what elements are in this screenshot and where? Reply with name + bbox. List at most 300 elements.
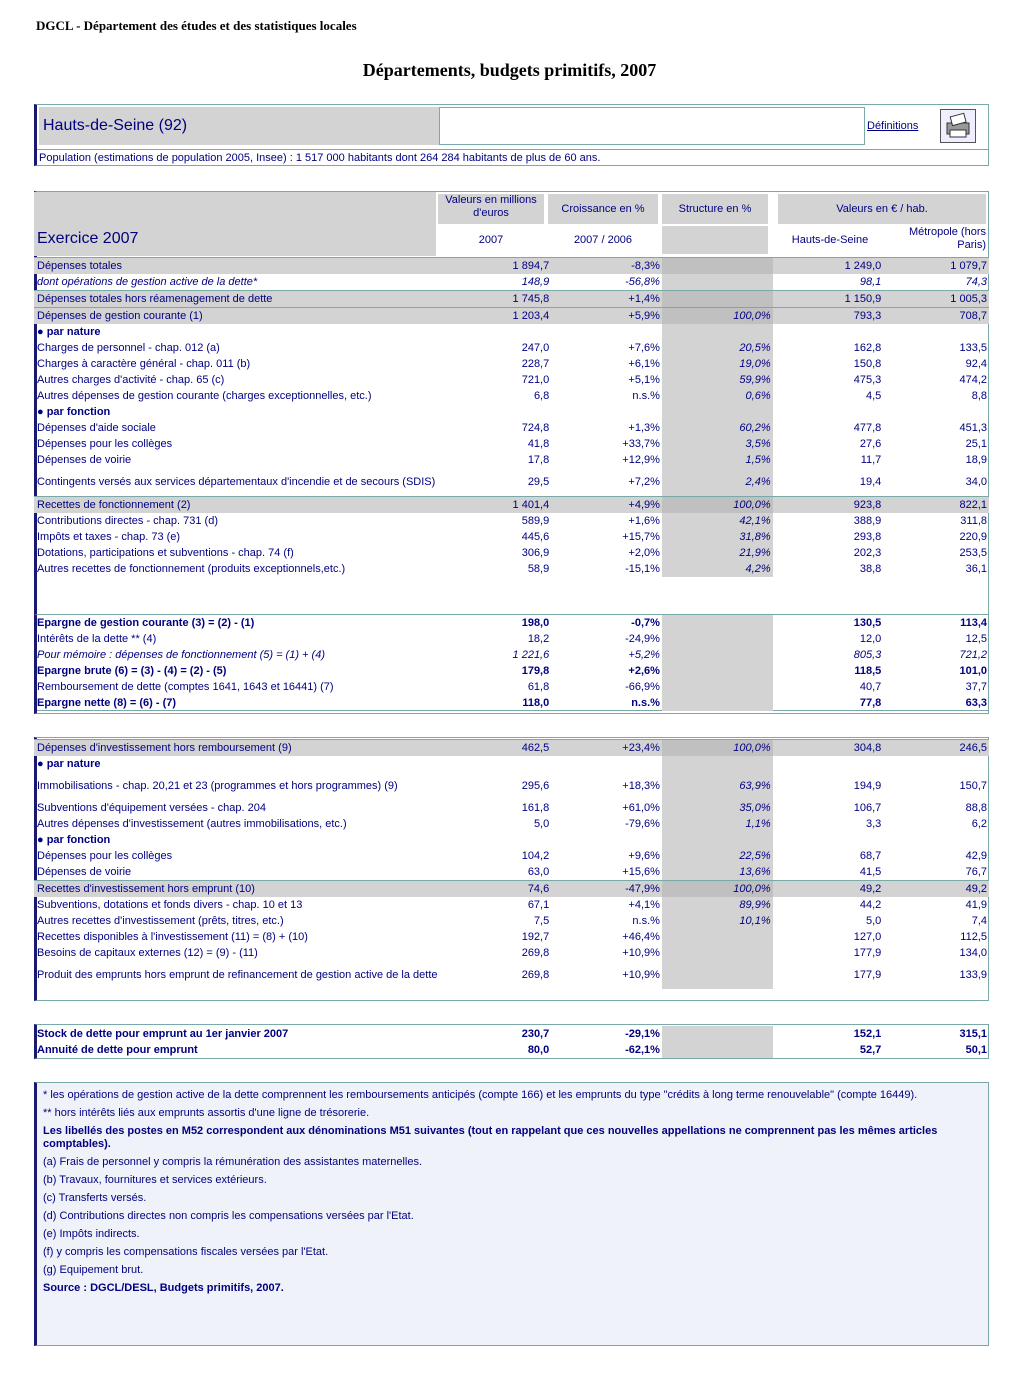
per-hab-dept: 152,1: [853, 1027, 882, 1040]
per-hab-dept: 130,5: [853, 616, 882, 629]
value-2007: 161,8: [521, 801, 550, 814]
per-hab-metro: 49,2: [883, 881, 989, 898]
row-label: Dépenses pour les collèges: [37, 849, 173, 862]
footnote: (f) y compris les compensations fiscales versées par l'Etat.: [43, 1246, 329, 1258]
row-label: Dépenses d'aide sociale: [37, 421, 156, 434]
col-metro: Métropole (hors Paris): [908, 226, 986, 251]
row-label: Autres charges d'activité - chap. 65 (c): [37, 373, 225, 386]
growth: n.s.%: [632, 914, 660, 927]
per-hab-dept: 49,2: [773, 881, 884, 898]
per-hab-metro: 42,9: [965, 849, 987, 862]
per-hab-dept: 77,8: [859, 696, 882, 709]
table-row: [34, 258, 989, 275]
per-hab-dept: [773, 324, 884, 340]
growth: +7,2%: [628, 475, 660, 488]
per-hab-dept: 41,5: [859, 865, 882, 878]
per-hab-metro: 101,0: [959, 664, 987, 677]
per-hab-metro: 6,2: [971, 817, 987, 830]
growth: [551, 324, 662, 340]
value-2007: 41,8: [527, 437, 550, 450]
per-hab-metro: 88,8: [965, 801, 987, 814]
col-growth-period: 2007 / 2006: [573, 234, 633, 246]
structure: 63,9%: [662, 772, 773, 800]
row-label: Epargne brute (6) = (3) - (4) = (2) - (5): [37, 664, 227, 677]
footnote: (g) Equipement brut.: [43, 1264, 144, 1276]
per-hab-dept: 12,0: [859, 632, 882, 645]
per-hab-dept: 19,4: [859, 475, 882, 488]
structure: 0,6%: [662, 388, 773, 404]
table-row: [34, 740, 989, 757]
table-row: [34, 324, 989, 340]
per-hab-dept: 202,3: [853, 546, 882, 559]
table-row: [34, 756, 989, 772]
row-label: Subventions, dotations et fonds divers - chap. 10 et 13: [37, 898, 303, 911]
per-hab-dept: 27,6: [859, 437, 882, 450]
value-2007: 721,0: [521, 373, 550, 386]
structure: 19,0%: [662, 356, 773, 372]
per-hab-metro: 41,9: [965, 898, 987, 911]
table-row: [34, 436, 989, 452]
value-2007: 462,5: [441, 740, 552, 757]
value-2007: 1 894,7: [441, 258, 552, 275]
growth: +15,6%: [622, 865, 660, 878]
structure: 100,0%: [662, 881, 773, 898]
row-label: Recettes d'investissement hors emprunt (10): [34, 881, 441, 898]
table-row: [34, 647, 989, 663]
value-2007: 228,7: [521, 357, 550, 370]
row-label: Epargne de gestion courante (3) = (2) - (1): [37, 616, 255, 629]
per-hab-dept: 106,7: [853, 801, 882, 814]
growth: +12,9%: [622, 453, 660, 466]
per-hab-metro: [883, 324, 989, 340]
structure: [662, 961, 773, 989]
row-label: Immobilisations - chap. 20,21 et 23 (programmes et hors programmes) (9): [37, 779, 398, 792]
structure: 100,0%: [662, 308, 773, 325]
structure: 100,0%: [662, 740, 773, 757]
structure: [662, 404, 773, 420]
row-label: Dépenses de gestion courante (1): [34, 308, 441, 325]
row-label: Contributions directes - chap. 731 (d): [37, 514, 218, 527]
value-2007: 29,5: [527, 475, 550, 488]
growth: -66,9%: [625, 680, 660, 693]
row-label: Dotations, participations et subventions - chap. 74 (f): [37, 546, 294, 559]
table-row: [34, 529, 989, 545]
per-hab-dept: 150,8: [853, 357, 882, 370]
table-row: [34, 468, 989, 497]
row-label: Subventions d'équipement versées - chap. 204: [37, 801, 266, 814]
row-label: ● par nature: [37, 325, 101, 338]
table-row: [34, 663, 989, 679]
growth: +1,6%: [628, 514, 660, 527]
structure: 42,1%: [662, 513, 773, 529]
table-row: [34, 1026, 989, 1042]
department-header: [34, 104, 989, 166]
page-title: Départements, budgets primitifs, 2007: [362, 60, 657, 80]
row-label: Intérêts de la dette ** (4): [37, 632, 157, 645]
per-hab-dept: 52,7: [859, 1043, 882, 1056]
growth: -79,6%: [625, 817, 660, 830]
growth: -24,9%: [625, 632, 660, 645]
structure: [662, 945, 773, 961]
table-row: [34, 545, 989, 561]
growth: n.s.%: [632, 389, 660, 402]
growth: +61,0%: [622, 801, 660, 814]
row-label: Contingents versés aux services départementaux d'incendie et de secours (SDIS): [37, 475, 436, 488]
row-label: Charges à caractère général - chap. 011 (b): [37, 357, 251, 370]
value-2007: 230,7: [521, 1027, 550, 1040]
row-label: Dépenses de voirie: [37, 865, 132, 878]
row-label: Dépenses totales hors réamenagement de dette: [34, 291, 441, 308]
per-hab-metro: 246,5: [883, 740, 989, 757]
growth: -62,1%: [625, 1043, 660, 1056]
per-hab-dept: 1 249,0: [773, 258, 884, 275]
table-row: [34, 340, 989, 356]
value-2007: 179,8: [521, 664, 550, 677]
table-debt: [34, 1026, 989, 1058]
per-hab-dept: 177,9: [853, 946, 882, 959]
table-operating: [34, 257, 989, 577]
structure: 4,2%: [662, 561, 773, 577]
per-hab-metro: 150,7: [959, 779, 987, 792]
per-hab-metro: 76,7: [965, 865, 987, 878]
growth: +5,9%: [551, 308, 662, 325]
table-row: [34, 513, 989, 529]
structure: 35,0%: [662, 800, 773, 816]
growth: +1,3%: [628, 421, 660, 434]
per-hab-dept: 4,5: [866, 389, 882, 402]
per-hab-metro: 18,9: [965, 453, 987, 466]
value-2007: 61,8: [527, 680, 550, 693]
table-row: [34, 816, 989, 832]
per-hab-dept: 805,3: [853, 648, 882, 661]
footnotes: [34, 1082, 989, 1346]
table-savings: [34, 615, 989, 711]
growth: +9,6%: [628, 849, 660, 862]
table-row: [34, 881, 989, 898]
col-croissance: Croissance en %: [548, 194, 658, 224]
row-label: Autres dépenses d'investissement (autres immobilisations, etc.): [37, 817, 347, 830]
value-2007: 74,6: [441, 881, 552, 898]
structure: 22,5%: [662, 848, 773, 864]
printer-icon[interactable]: [940, 109, 976, 143]
row-label: Recettes disponibles à l'investissement (11) = (8) + (10): [37, 930, 308, 943]
growth: +6,1%: [628, 357, 660, 370]
per-hab-dept: 293,8: [853, 530, 882, 543]
table-row: [34, 832, 989, 848]
growth: -15,1%: [625, 562, 660, 575]
table-row: [34, 388, 989, 404]
per-hab-metro: 7,4: [971, 914, 987, 927]
structure: 59,9%: [662, 372, 773, 388]
growth: +15,7%: [622, 530, 660, 543]
footnote: * les opérations de gestion active de la dette comprennent les remboursements anticipés (compte 166) et les emprunts du type "crédits à long terme renouvelable" (compte 16449).: [43, 1089, 918, 1101]
column-header: [34, 192, 989, 256]
row-label: Impôts et taxes - chap. 73 (e): [37, 530, 181, 543]
per-hab-dept: 44,2: [859, 898, 882, 911]
table-row: [34, 913, 989, 929]
per-hab-metro: 134,0: [959, 946, 987, 959]
row-label: Epargne nette (8) = (6) - (7): [37, 696, 177, 709]
structure: 1,5%: [662, 452, 773, 468]
structure: 10,1%: [662, 913, 773, 929]
per-hab-dept: 11,7: [860, 453, 882, 466]
structure-empty: [662, 1026, 773, 1042]
per-hab-metro: 12,5: [965, 632, 987, 645]
structure: 2,4%: [662, 468, 773, 497]
table-row: [34, 631, 989, 647]
growth: [551, 756, 662, 772]
growth: +4,9%: [551, 497, 662, 514]
per-hab-metro: 37,7: [965, 680, 987, 693]
structure-empty: [662, 1042, 773, 1058]
value-2007: 5,0: [533, 817, 550, 830]
value-2007: 1 745,8: [441, 291, 552, 308]
row-label: Remboursement de dette (comptes 1641, 1643 et 16441) (7): [37, 680, 334, 693]
table-row: [34, 308, 989, 325]
population-info: Population (estimations de population 2005, Insee) : 1 517 000 habitants dont 264 284 habitants de plus de 60 ans.: [37, 149, 989, 166]
structure-empty: [662, 663, 773, 679]
per-hab-metro: 311,8: [960, 514, 987, 527]
row-label: Stock de dette pour emprunt au 1er janvier 2007: [37, 1027, 289, 1040]
footnote: (d) Contributions directes non compris les compensations versées par l'Etat.: [43, 1210, 414, 1222]
per-hab-dept: 1 150,9: [773, 291, 884, 308]
per-hab-metro: 220,9: [959, 530, 987, 543]
per-hab-dept: 475,3: [853, 373, 882, 386]
growth: +7,6%: [628, 341, 660, 354]
value-2007: 1 221,6: [512, 648, 550, 661]
per-hab-metro: 34,0: [965, 475, 987, 488]
table-row: [34, 772, 989, 800]
row-label: Pour mémoire : dépenses de fonctionnement (5) = (1) + (4): [37, 648, 325, 661]
value-2007: [441, 832, 552, 848]
table-row: [34, 452, 989, 468]
structure-empty: [662, 647, 773, 663]
row-label: Autres recettes d'investissement (prêts, titres, etc.): [37, 914, 284, 927]
per-hab-dept: 304,8: [773, 740, 884, 757]
per-hab-metro: 36,1: [965, 562, 987, 575]
row-label: ● par nature: [37, 757, 101, 770]
per-hab-dept: 127,0: [853, 930, 882, 943]
per-hab-metro: 133,9: [959, 968, 987, 981]
per-hab-metro: 25,1: [965, 437, 987, 450]
per-hab-dept: [773, 404, 884, 420]
table-row: [34, 800, 989, 816]
structure-empty: [662, 615, 773, 631]
growth: +5,1%: [628, 373, 660, 386]
col-per-hab: Valeurs en € / hab.: [778, 194, 986, 224]
value-2007: [441, 404, 552, 420]
footnote: Source : DGCL/DESL, Budgets primitifs, 2007.: [43, 1282, 284, 1294]
table-row: [34, 961, 989, 989]
table-row: [34, 561, 989, 577]
growth: n.s.%: [631, 696, 660, 709]
per-hab-dept: 118,5: [854, 664, 882, 677]
row-label: dont opérations de gestion active de la dette*: [37, 275, 258, 288]
col-dept: Hauts-de-Seine: [791, 234, 869, 246]
per-hab-metro: [883, 832, 989, 848]
value-2007: 1 401,4: [441, 497, 552, 514]
structure-empty: [662, 631, 773, 647]
structure: [662, 291, 773, 308]
table-row: [34, 404, 989, 420]
value-2007: 198,0: [521, 616, 550, 629]
structure: 31,8%: [662, 529, 773, 545]
col-structure: Structure en %: [662, 194, 768, 224]
growth: +10,9%: [622, 968, 660, 981]
value-2007: 67,1: [527, 898, 550, 911]
department-name: Hauts-de-Seine (92): [39, 107, 439, 145]
growth: +18,3%: [622, 779, 660, 792]
growth: +46,4%: [622, 930, 660, 943]
growth: -56,8%: [625, 275, 660, 288]
structure: 20,5%: [662, 340, 773, 356]
per-hab-dept: 5,0: [866, 914, 882, 927]
per-hab-dept: 923,8: [773, 497, 884, 514]
per-hab-metro: 8,8: [971, 389, 987, 402]
per-hab-dept: 793,3: [773, 308, 884, 325]
structure: [662, 756, 773, 772]
per-hab-metro: 1 079,7: [883, 258, 989, 275]
row-label: Autres recettes de fonctionnement (produits exceptionnels,etc.): [37, 562, 346, 575]
value-2007: [441, 756, 552, 772]
table-row: [34, 356, 989, 372]
per-hab-metro: 721,2: [959, 648, 987, 661]
growth: +5,2%: [628, 648, 660, 661]
value-2007: 18,2: [527, 632, 550, 645]
per-hab-metro: 92,4: [965, 357, 987, 370]
per-hab-dept: [773, 832, 884, 848]
structure: [662, 929, 773, 945]
per-hab-metro: 451,3: [959, 421, 987, 434]
row-label: Produit des emprunts hors emprunt de refinancement de gestion active de la dette: [37, 968, 438, 981]
value-2007: [441, 324, 552, 340]
table-row: [34, 929, 989, 945]
col-valeurs: Valeurs en millions d'euros: [438, 194, 544, 224]
value-2007: 148,9: [521, 275, 550, 288]
table-row: [34, 695, 989, 711]
value-2007: 724,8: [521, 421, 550, 434]
col-year: 2007: [478, 234, 504, 246]
per-hab-metro: [883, 404, 989, 420]
table-row: [34, 291, 989, 308]
definitions-link[interactable]: Définitions: [867, 120, 919, 132]
structure: [662, 258, 773, 275]
per-hab-dept: 38,8: [859, 562, 882, 575]
structure: 13,6%: [662, 864, 773, 881]
per-hab-dept: 477,8: [853, 421, 882, 434]
footnote: (b) Travaux, fournitures et services extérieurs.: [43, 1174, 267, 1186]
value-2007: 247,0: [521, 341, 550, 354]
per-hab-dept: 177,9: [853, 968, 882, 981]
per-hab-metro: 63,3: [965, 696, 987, 709]
growth: [551, 832, 662, 848]
structure: [662, 274, 773, 291]
structure: [662, 324, 773, 340]
per-hab-metro: 315,1: [959, 1027, 987, 1040]
table-row: [34, 274, 989, 291]
per-hab-dept: 40,7: [859, 680, 882, 693]
table-row: [34, 679, 989, 695]
value-2007: 7,5: [533, 914, 550, 927]
value-2007: 269,8: [521, 968, 550, 981]
per-hab-metro: 253,5: [959, 546, 987, 559]
table-row: [34, 945, 989, 961]
footnote: Les libellés des postes en M52 correspondent aux dénominations M51 suivantes (tout en rappelant que ces nouvelles appellations ne comprennent pas les mêmes articles comptables).: [43, 1125, 938, 1150]
per-hab-metro: 133,5: [959, 341, 987, 354]
row-label: Recettes de fonctionnement (2): [34, 497, 441, 514]
per-hab-metro: [883, 756, 989, 772]
row-label: Dépenses d'investissement hors remboursement (9): [34, 740, 441, 757]
header-blank-cell: [439, 107, 865, 145]
value-2007: 192,7: [521, 930, 550, 943]
value-2007: 6,8: [533, 389, 550, 402]
row-label: Autres dépenses de gestion courante (charges exceptionnelles, etc.): [37, 389, 372, 402]
per-hab-metro: 50,1: [965, 1043, 987, 1056]
structure: [662, 832, 773, 848]
per-hab-dept: 3,3: [866, 817, 882, 830]
per-hab-metro: 474,2: [959, 373, 987, 386]
structure: 1,1%: [662, 816, 773, 832]
growth: -8,3%: [551, 258, 662, 275]
per-hab-metro: 822,1: [883, 497, 989, 514]
per-hab-metro: 113,4: [960, 616, 987, 629]
table-row: [34, 1042, 989, 1058]
value-2007: 589,9: [521, 514, 550, 527]
growth: -0,7%: [631, 616, 660, 629]
growth: +4,1%: [628, 898, 660, 911]
table-row: [34, 420, 989, 436]
value-2007: 80,0: [527, 1043, 550, 1056]
row-label: Dépenses totales: [34, 258, 441, 275]
exercise-label: Exercice 2007: [37, 230, 139, 247]
growth: -29,1%: [625, 1027, 660, 1040]
row-label: Dépenses pour les collèges: [37, 437, 173, 450]
value-2007: 17,8: [527, 453, 550, 466]
footnote: ** hors intérêts liés aux emprunts assortis d'une ligne de trésorerie.: [43, 1107, 370, 1119]
row-label: Dépenses de voirie: [37, 453, 132, 466]
per-hab-dept: 194,9: [853, 779, 882, 792]
per-hab-dept: 388,9: [853, 514, 882, 527]
value-2007: 118,0: [522, 696, 550, 709]
growth: +23,4%: [551, 740, 662, 757]
table-investment: [34, 739, 989, 989]
value-2007: 445,6: [521, 530, 550, 543]
structure: 60,2%: [662, 420, 773, 436]
growth: [551, 404, 662, 420]
row-label: Charges de personnel - chap. 012 (a): [37, 341, 220, 354]
value-2007: 1 203,4: [441, 308, 552, 325]
structure: 3,5%: [662, 436, 773, 452]
per-hab-dept: [773, 756, 884, 772]
growth: +2,6%: [628, 664, 660, 677]
per-hab-dept: 98,1: [859, 275, 882, 288]
organization-header: DGCL - Département des études et des statistiques locales: [36, 18, 357, 33]
structure: 100,0%: [662, 497, 773, 514]
table-row: [34, 848, 989, 864]
per-hab-metro: 74,3: [965, 275, 987, 288]
value-2007: 306,9: [521, 546, 550, 559]
value-2007: 295,6: [521, 779, 550, 792]
footnote: (e) Impôts indirects.: [43, 1228, 140, 1240]
per-hab-metro: 1 005,3: [883, 291, 989, 308]
value-2007: 63,0: [527, 865, 550, 878]
table-row: [34, 497, 989, 514]
growth: +2,0%: [628, 546, 660, 559]
table-row: [34, 864, 989, 881]
row-label: ● par fonction: [37, 405, 111, 418]
footnote: (a) Frais de personnel y compris la rémunération des assistantes maternelles.: [43, 1156, 423, 1168]
structure-empty: [662, 695, 773, 711]
